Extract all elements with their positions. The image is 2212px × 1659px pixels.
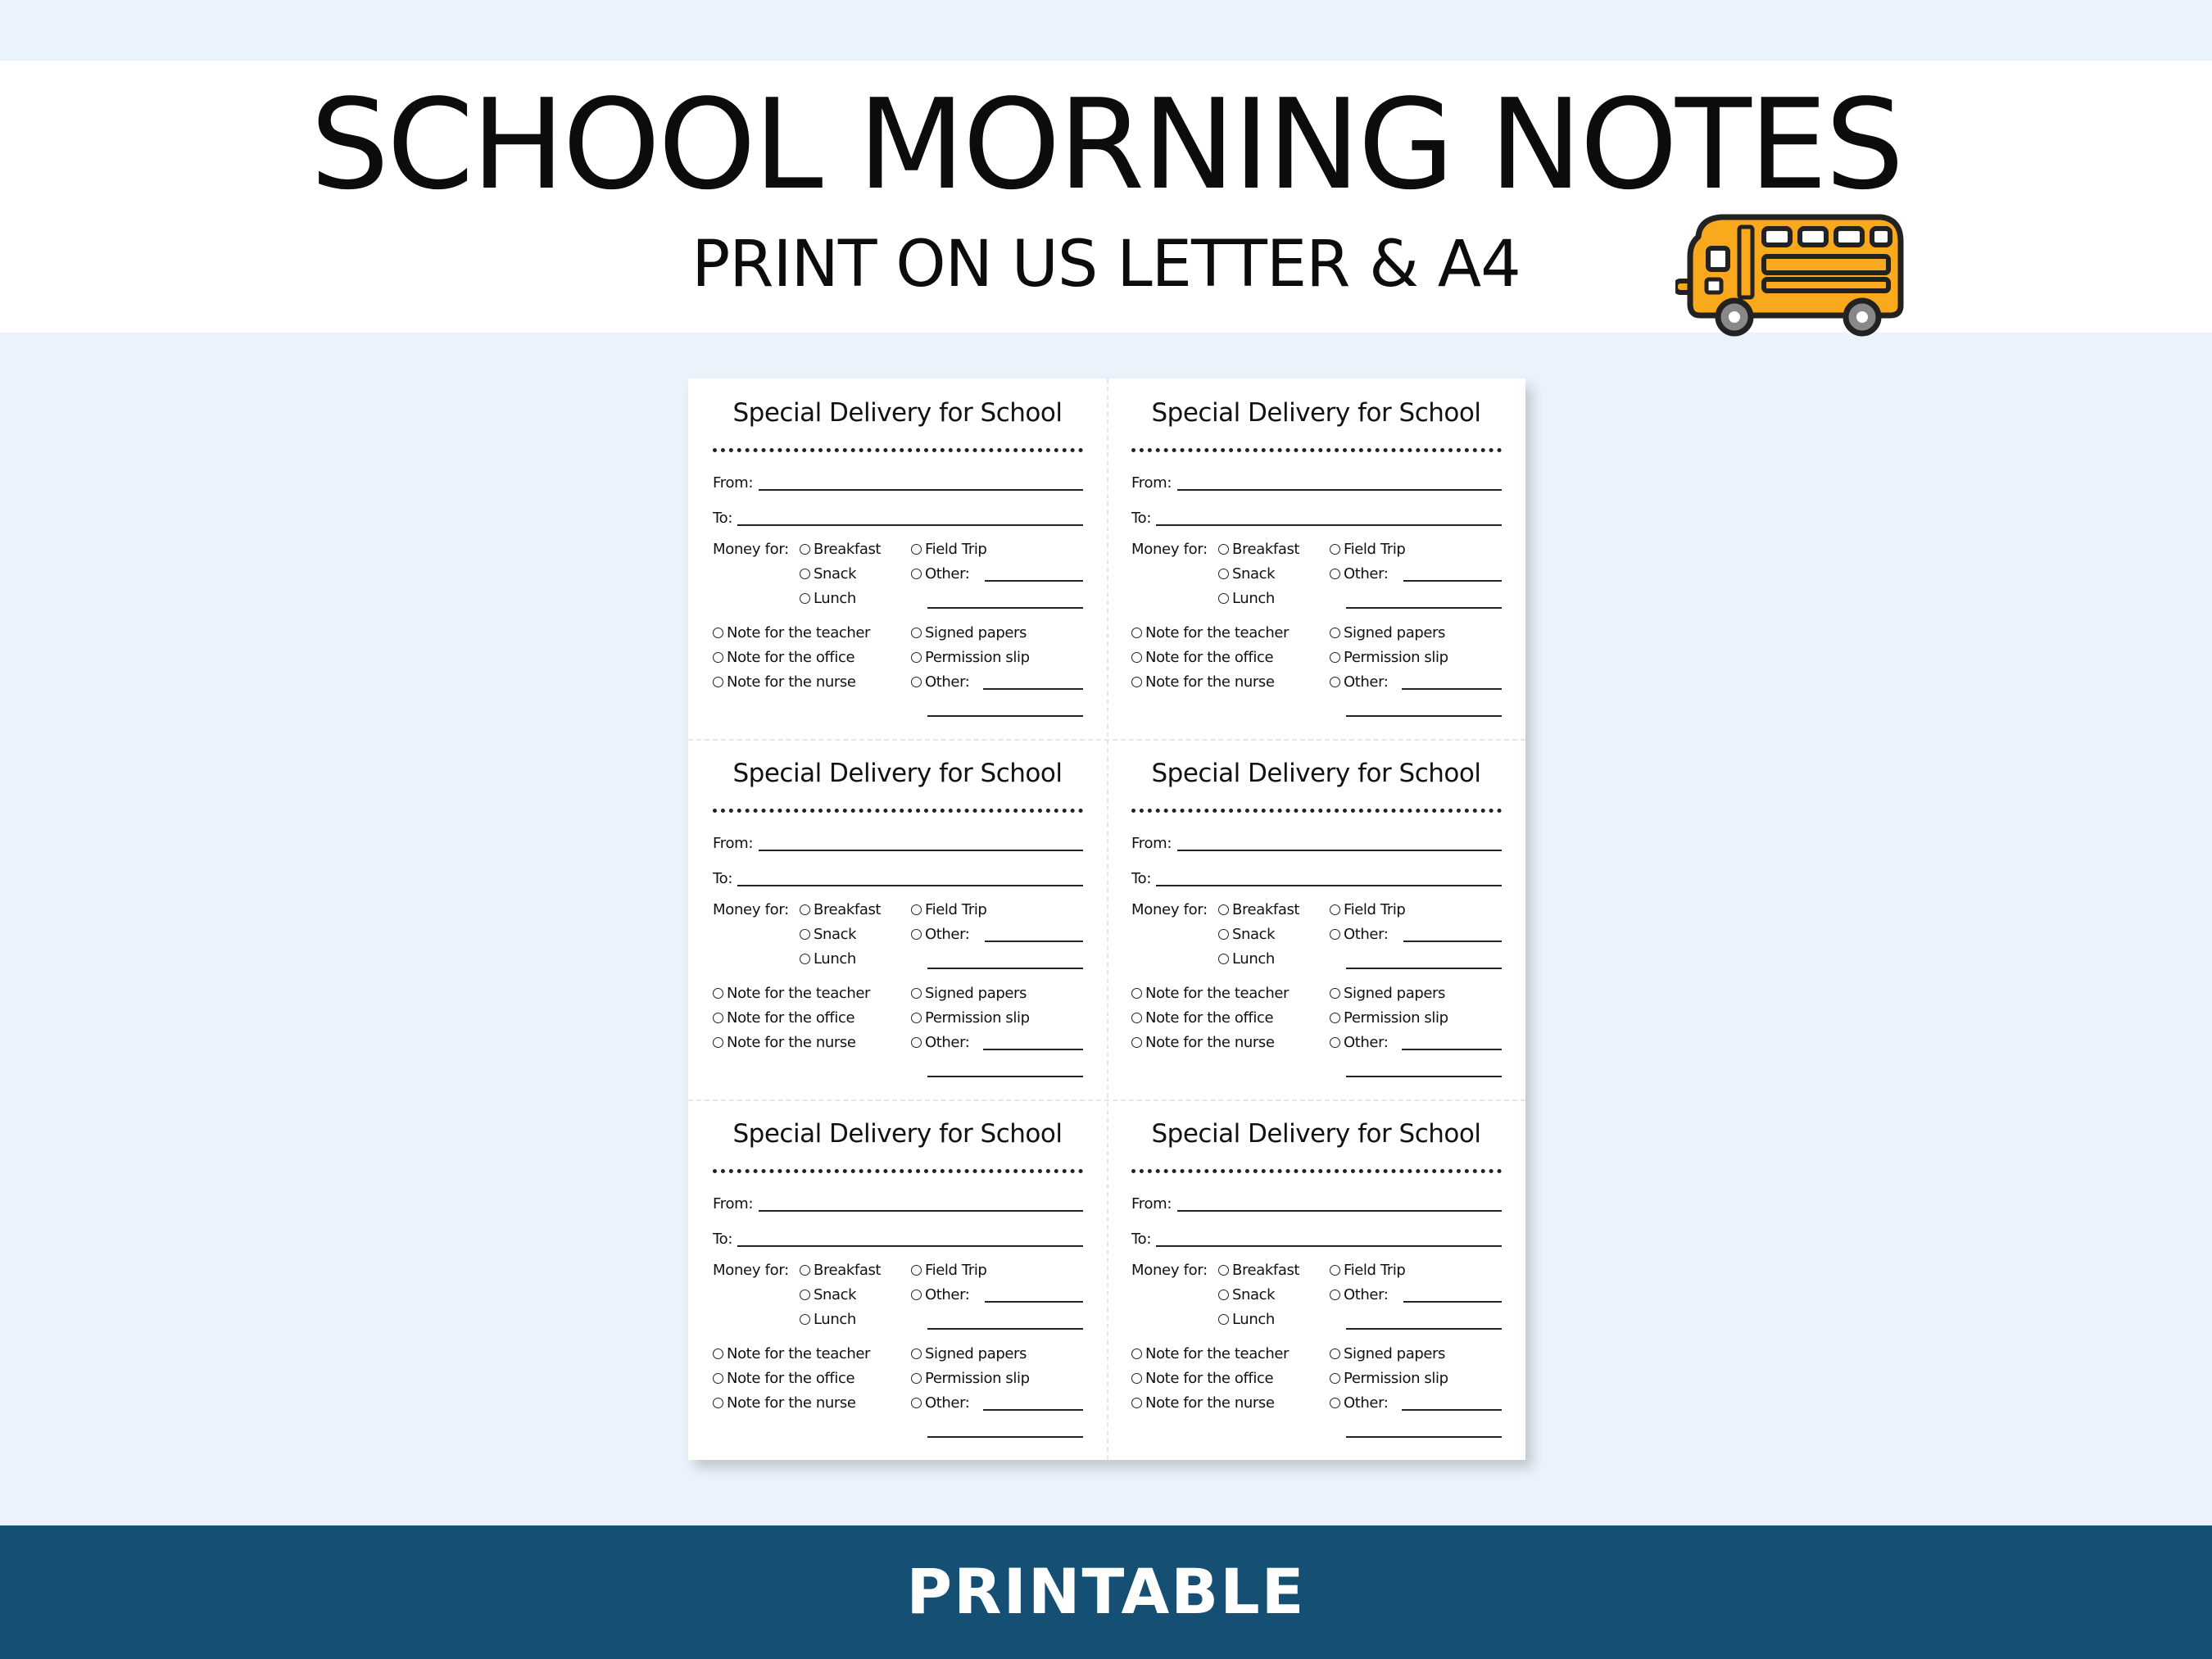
dotted-divider	[1131, 809, 1502, 813]
option-label: Lunch	[1232, 950, 1275, 968]
dotted-divider	[713, 809, 1083, 813]
option-label: Note for the nurse	[727, 673, 856, 691]
option-label: Other:	[1344, 926, 1389, 943]
money-other-line-2[interactable]	[1346, 968, 1502, 969]
option-label: Note for the teacher	[1145, 985, 1290, 1002]
card-title: Special Delivery for School	[1151, 759, 1481, 788]
money-label: Money for:	[1131, 901, 1208, 918]
radio-circle-icon	[911, 628, 922, 638]
radio-circle-icon	[1330, 544, 1340, 555]
radio-circle-icon	[713, 628, 723, 638]
radio-circle-icon	[1330, 1373, 1340, 1384]
option-money-other[interactable]	[1330, 565, 1388, 583]
option-permission-slip[interactable]	[911, 1009, 1030, 1027]
radio-circle-icon	[1218, 1290, 1229, 1300]
note-other-line[interactable]	[983, 1049, 1083, 1050]
option-label: Breakfast	[814, 1262, 882, 1279]
option-note-other[interactable]	[911, 673, 969, 691]
money-other-line-2[interactable]	[927, 968, 1083, 969]
option-label: Other:	[925, 565, 970, 582]
option-label: Other:	[925, 1286, 970, 1303]
from-label: From:	[1131, 1195, 1172, 1213]
radio-circle-icon	[800, 544, 810, 555]
option-label: Signed papers	[1344, 624, 1446, 641]
to-line[interactable]	[737, 885, 1083, 886]
option-label: Breakfast	[1232, 541, 1300, 558]
option-signed-papers[interactable]	[911, 1345, 1027, 1363]
option-label: Signed papers	[1344, 1345, 1446, 1362]
radio-circle-icon	[1131, 628, 1142, 638]
option-lunch[interactable]	[1218, 950, 1275, 968]
radio-circle-icon	[911, 988, 922, 999]
option-signed-papers[interactable]	[911, 624, 1027, 642]
option-label: Permission slip	[925, 649, 1030, 666]
option-permission-slip[interactable]	[1330, 649, 1448, 667]
option-label: Breakfast	[814, 541, 882, 558]
option-label: Note for the teacher	[727, 985, 871, 1002]
money-label: Money for:	[713, 901, 789, 918]
option-signed-papers[interactable]	[911, 985, 1027, 1003]
option-note-office[interactable]	[1131, 1370, 1273, 1388]
money-other-line-2[interactable]	[1346, 607, 1502, 609]
option-snack[interactable]	[1218, 926, 1275, 944]
radio-circle-icon	[1131, 1398, 1142, 1408]
option-note-other[interactable]	[1330, 1034, 1388, 1052]
money-label: Money for:	[1131, 541, 1208, 558]
option-label: Signed papers	[925, 624, 1027, 641]
to-line[interactable]	[1156, 524, 1502, 526]
option-label: Note for the office	[1145, 1009, 1274, 1027]
radio-circle-icon	[1131, 1013, 1142, 1023]
option-label: Field Trip	[1344, 901, 1406, 918]
option-label: Other:	[1344, 565, 1389, 582]
option-breakfast[interactable]	[800, 1262, 881, 1280]
footer-label: PRINTABLE	[906, 1555, 1306, 1628]
note-other-line-2[interactable]	[1346, 715, 1502, 717]
option-note-office[interactable]	[1131, 649, 1273, 667]
option-field-trip[interactable]	[911, 901, 986, 919]
option-label: Snack	[1232, 926, 1276, 943]
radio-circle-icon	[713, 1398, 723, 1408]
option-label: Note for the nurse	[1145, 1394, 1275, 1412]
radio-circle-icon	[1131, 1349, 1142, 1359]
note-other-line[interactable]	[983, 1409, 1083, 1411]
option-label: Signed papers	[925, 985, 1027, 1002]
radio-circle-icon	[1330, 1349, 1340, 1359]
option-label: Note for the office	[727, 1009, 855, 1027]
radio-circle-icon	[1218, 1314, 1229, 1325]
money-label: Money for:	[713, 541, 789, 558]
radio-circle-icon	[1131, 1037, 1142, 1048]
radio-circle-icon	[1131, 677, 1142, 687]
note-other-line-2[interactable]	[927, 715, 1083, 717]
from-line[interactable]	[1177, 1210, 1502, 1212]
option-label: Other:	[925, 926, 970, 943]
to-label: To:	[1131, 1231, 1152, 1248]
option-label: Note for the teacher	[1145, 1345, 1290, 1362]
radio-circle-icon	[1330, 904, 1340, 915]
radio-circle-icon	[1330, 1398, 1340, 1408]
radio-circle-icon	[1131, 988, 1142, 999]
from-line[interactable]	[759, 1210, 1083, 1212]
radio-circle-icon	[911, 1398, 922, 1408]
to-label: To:	[1131, 870, 1152, 887]
option-label: Lunch	[1232, 590, 1275, 607]
option-label: Other:	[1344, 1394, 1389, 1412]
option-note-teacher[interactable]	[1131, 1345, 1289, 1363]
radio-circle-icon	[800, 954, 810, 964]
option-note-teacher[interactable]	[713, 1345, 870, 1363]
option-label: Note for the nurse	[727, 1034, 856, 1051]
note-other-line-2[interactable]	[927, 1076, 1083, 1077]
note-card	[688, 378, 1107, 739]
option-field-trip[interactable]	[1330, 541, 1405, 559]
note-other-line-2[interactable]	[1346, 1076, 1502, 1077]
radio-circle-icon	[1218, 1265, 1229, 1276]
option-breakfast[interactable]	[1218, 1262, 1299, 1280]
option-permission-slip[interactable]	[1330, 1370, 1448, 1388]
option-label: Snack	[814, 565, 857, 582]
radio-circle-icon	[911, 677, 922, 687]
radio-circle-icon	[713, 988, 723, 999]
money-other-line[interactable]	[1403, 580, 1502, 582]
radio-circle-icon	[1218, 593, 1229, 604]
option-label: Note for the teacher	[727, 1345, 871, 1362]
option-label: Breakfast	[1232, 1262, 1300, 1279]
option-note-other[interactable]	[1330, 1394, 1388, 1412]
radio-circle-icon	[1218, 929, 1229, 940]
page-subtitle: PRINT ON US LETTER & A4	[691, 228, 1521, 301]
option-note-nurse[interactable]	[713, 1034, 856, 1052]
radio-circle-icon	[1330, 1013, 1340, 1023]
option-label: Note for the office	[727, 649, 855, 666]
option-field-trip[interactable]	[1330, 1262, 1405, 1280]
radio-circle-icon	[1218, 544, 1229, 555]
to-line[interactable]	[737, 1245, 1083, 1247]
money-label: Money for:	[1131, 1262, 1208, 1279]
option-label: Note for the office	[727, 1370, 855, 1387]
option-lunch[interactable]	[800, 950, 856, 968]
printable-sheet	[688, 378, 1525, 1460]
option-note-nurse[interactable]	[1131, 673, 1275, 691]
radio-circle-icon	[911, 544, 922, 555]
option-note-other[interactable]	[911, 1394, 969, 1412]
option-signed-papers[interactable]	[1330, 985, 1445, 1003]
option-label: Note for the nurse	[727, 1394, 856, 1412]
from-label: From:	[1131, 474, 1172, 492]
note-other-line[interactable]	[1402, 1409, 1502, 1411]
radio-circle-icon	[911, 1013, 922, 1023]
option-permission-slip[interactable]	[1330, 1009, 1448, 1027]
from-line[interactable]	[1177, 850, 1502, 851]
option-permission-slip[interactable]	[911, 649, 1030, 667]
option-label: Field Trip	[1344, 1262, 1406, 1279]
option-label: Lunch	[1232, 1311, 1275, 1328]
note-card	[688, 739, 1107, 1099]
option-note-teacher[interactable]	[713, 624, 870, 642]
option-label: Breakfast	[1232, 901, 1300, 918]
note-other-line-2[interactable]	[927, 1436, 1083, 1438]
option-money-other[interactable]	[911, 1286, 969, 1304]
option-label: Other:	[1344, 673, 1389, 691]
option-money-other[interactable]	[1330, 926, 1388, 944]
note-card	[1107, 378, 1525, 739]
option-snack[interactable]	[800, 565, 856, 583]
money-other-line[interactable]	[1403, 1301, 1502, 1303]
radio-circle-icon	[800, 1314, 810, 1325]
radio-circle-icon	[800, 929, 810, 940]
option-money-other[interactable]	[911, 926, 969, 944]
from-line[interactable]	[1177, 489, 1502, 491]
radio-circle-icon	[1330, 569, 1340, 579]
option-label: Note for the teacher	[1145, 624, 1290, 641]
option-note-teacher[interactable]	[1131, 985, 1289, 1003]
radio-circle-icon	[1330, 628, 1340, 638]
radio-circle-icon	[800, 904, 810, 915]
to-label: To:	[713, 1231, 733, 1248]
option-snack[interactable]	[800, 1286, 856, 1304]
radio-circle-icon	[713, 652, 723, 663]
option-breakfast[interactable]	[1218, 541, 1299, 559]
radio-circle-icon	[911, 569, 922, 579]
option-signed-papers[interactable]	[1330, 1345, 1445, 1363]
option-note-office[interactable]	[713, 649, 854, 667]
note-other-line[interactable]	[1402, 1049, 1502, 1050]
radio-circle-icon	[1330, 677, 1340, 687]
radio-circle-icon	[1218, 569, 1229, 579]
to-label: To:	[713, 870, 733, 887]
radio-circle-icon	[1330, 1265, 1340, 1276]
note-other-line-2[interactable]	[1346, 1436, 1502, 1438]
option-note-nurse[interactable]	[713, 673, 856, 691]
radio-circle-icon	[1218, 904, 1229, 915]
option-label: Note for the office	[1145, 1370, 1274, 1387]
to-label: To:	[713, 510, 733, 527]
radio-circle-icon	[1330, 1037, 1340, 1048]
option-label: Breakfast	[814, 901, 882, 918]
from-line[interactable]	[759, 850, 1083, 851]
option-label: Snack	[814, 1286, 857, 1303]
option-label: Field Trip	[925, 541, 987, 558]
option-breakfast[interactable]	[800, 541, 881, 559]
radio-circle-icon	[800, 593, 810, 604]
option-label: Permission slip	[925, 1009, 1030, 1027]
option-label: Other:	[925, 1394, 970, 1412]
radio-circle-icon	[713, 1037, 723, 1048]
radio-circle-icon	[713, 677, 723, 687]
radio-circle-icon	[800, 569, 810, 579]
to-line[interactable]	[1156, 1245, 1502, 1247]
option-label: Permission slip	[1344, 1009, 1448, 1027]
note-other-line[interactable]	[983, 688, 1083, 690]
radio-circle-icon	[1131, 1373, 1142, 1384]
option-field-trip[interactable]	[911, 541, 986, 559]
option-label: Snack	[1232, 565, 1276, 582]
option-label: Other:	[1344, 1034, 1389, 1051]
radio-circle-icon	[713, 1349, 723, 1359]
option-lunch[interactable]	[800, 1311, 856, 1329]
option-note-teacher[interactable]	[713, 985, 870, 1003]
option-label: Lunch	[814, 1311, 856, 1328]
option-label: Field Trip	[925, 901, 987, 918]
option-permission-slip[interactable]	[911, 1370, 1030, 1388]
radio-circle-icon	[911, 929, 922, 940]
school-bus-icon	[1675, 209, 1909, 340]
card-title: Special Delivery for School	[1151, 398, 1481, 428]
option-snack[interactable]	[1218, 565, 1275, 583]
card-title: Special Delivery for School	[732, 1119, 1063, 1149]
radio-circle-icon	[713, 1373, 723, 1384]
option-note-office[interactable]	[713, 1370, 854, 1388]
money-other-line-2[interactable]	[927, 607, 1083, 609]
option-breakfast[interactable]	[800, 901, 881, 919]
option-note-other[interactable]	[1330, 673, 1388, 691]
option-label: Other:	[925, 1034, 970, 1051]
from-line[interactable]	[759, 489, 1083, 491]
option-money-other[interactable]	[1330, 1286, 1388, 1304]
page-title: SCHOOL MORNING NOTES	[310, 72, 1902, 217]
money-other-line-2[interactable]	[1346, 1328, 1502, 1330]
option-label: Signed papers	[925, 1345, 1027, 1362]
radio-circle-icon	[911, 652, 922, 663]
card-title: Special Delivery for School	[732, 398, 1063, 428]
card-title: Special Delivery for School	[732, 759, 1063, 788]
note-card	[688, 1099, 1107, 1460]
option-label: Note for the nurse	[1145, 1034, 1275, 1051]
dotted-divider	[1131, 448, 1502, 452]
note-card	[1107, 739, 1525, 1099]
radio-circle-icon	[713, 1013, 723, 1023]
card-title: Special Delivery for School	[1151, 1119, 1481, 1149]
option-note-nurse[interactable]	[713, 1394, 856, 1412]
option-label: Other:	[1344, 1286, 1389, 1303]
money-other-line[interactable]	[985, 580, 1083, 582]
option-label: Snack	[814, 926, 857, 943]
option-snack[interactable]	[1218, 1286, 1275, 1304]
radio-circle-icon	[911, 1265, 922, 1276]
option-money-other[interactable]	[911, 565, 969, 583]
to-label: To:	[1131, 510, 1152, 527]
note-card	[1107, 1099, 1525, 1460]
option-note-other[interactable]	[911, 1034, 969, 1052]
radio-circle-icon	[911, 1290, 922, 1300]
option-label: Permission slip	[1344, 649, 1448, 666]
option-note-teacher[interactable]	[1131, 624, 1289, 642]
radio-circle-icon	[911, 904, 922, 915]
radio-circle-icon	[911, 1373, 922, 1384]
option-label: Other:	[925, 673, 970, 691]
option-note-office[interactable]	[713, 1009, 854, 1027]
option-snack[interactable]	[800, 926, 856, 944]
option-label: Lunch	[814, 950, 856, 968]
to-line[interactable]	[737, 524, 1083, 526]
option-field-trip[interactable]	[1330, 901, 1405, 919]
radio-circle-icon	[1131, 652, 1142, 663]
option-label: Lunch	[814, 590, 856, 607]
radio-circle-icon	[800, 1265, 810, 1276]
from-label: From:	[713, 835, 754, 852]
radio-circle-icon	[1330, 988, 1340, 999]
radio-circle-icon	[911, 1349, 922, 1359]
from-label: From:	[1131, 835, 1172, 852]
option-label: Field Trip	[925, 1262, 987, 1279]
option-lunch[interactable]	[1218, 590, 1275, 608]
option-label: Field Trip	[1344, 541, 1406, 558]
dotted-divider	[713, 1169, 1083, 1173]
radio-circle-icon	[1330, 1290, 1340, 1300]
option-label: Note for the office	[1145, 649, 1274, 666]
radio-circle-icon	[1330, 929, 1340, 940]
option-breakfast[interactable]	[1218, 901, 1299, 919]
dotted-divider	[1131, 1169, 1502, 1173]
from-label: From:	[713, 474, 754, 492]
option-label: Permission slip	[925, 1370, 1030, 1387]
to-line[interactable]	[1156, 885, 1502, 886]
money-other-line[interactable]	[985, 941, 1083, 942]
radio-circle-icon	[800, 1290, 810, 1300]
from-label: From:	[713, 1195, 754, 1213]
option-note-nurse[interactable]	[1131, 1034, 1275, 1052]
option-lunch[interactable]	[1218, 1311, 1275, 1329]
option-note-nurse[interactable]	[1131, 1394, 1275, 1412]
money-other-line-2[interactable]	[927, 1328, 1083, 1330]
option-label: Signed papers	[1344, 985, 1446, 1002]
option-label: Snack	[1232, 1286, 1276, 1303]
option-label: Note for the nurse	[1145, 673, 1275, 691]
dotted-divider	[713, 448, 1083, 452]
radio-circle-icon	[1330, 652, 1340, 663]
note-other-line[interactable]	[1402, 688, 1502, 690]
money-other-line[interactable]	[1403, 941, 1502, 942]
option-label: Note for the teacher	[727, 624, 871, 641]
option-signed-papers[interactable]	[1330, 624, 1445, 642]
money-label: Money for:	[713, 1262, 789, 1279]
radio-circle-icon	[1218, 954, 1229, 964]
option-label: Permission slip	[1344, 1370, 1448, 1387]
radio-circle-icon	[911, 1037, 922, 1048]
option-field-trip[interactable]	[911, 1262, 986, 1280]
money-other-line[interactable]	[985, 1301, 1083, 1303]
option-lunch[interactable]	[800, 590, 856, 608]
option-note-office[interactable]	[1131, 1009, 1273, 1027]
